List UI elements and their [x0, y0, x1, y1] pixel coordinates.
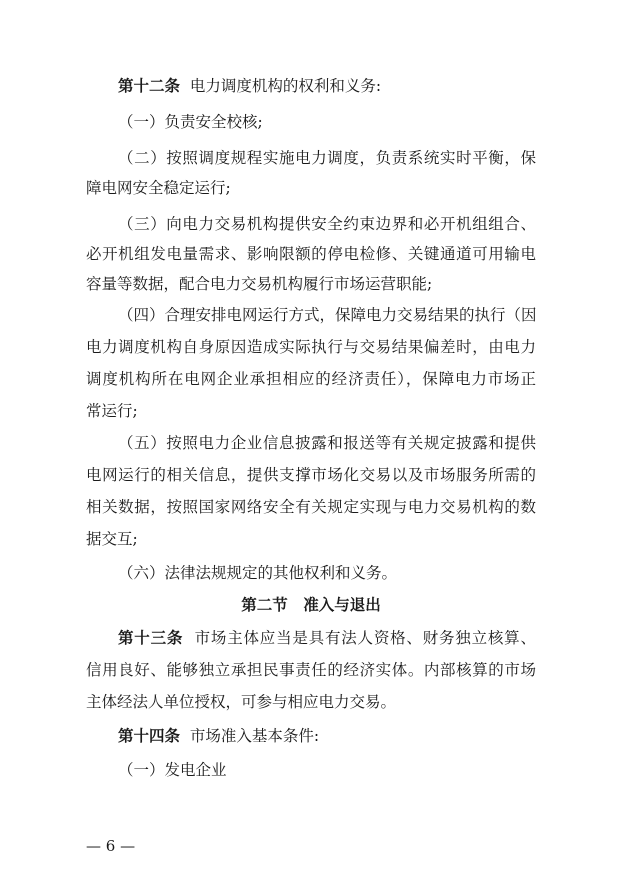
article-14-text-1: 市场准入基本条件: — [189, 727, 320, 745]
article-12-item-3-line-1: （三）向电力交易机构提供安全约束边界和必开机组组合、 — [118, 215, 536, 233]
article-13-label: 第十三条 — [118, 629, 184, 647]
article-12-item-4-line-3: 调度机构所在电网企业承担相应的经济责任），保障电力市场正 — [86, 370, 536, 388]
article-12-item-3-line-2: 必开机组发电量需求、影响限额的停电检修、关键通道可用输电 — [86, 245, 536, 263]
article-12-item-5-line-2: 电网运行的相关信息，提供支撑市场化交易以及市场服务所需的 — [86, 466, 536, 484]
article-13-line-1 — [118, 628, 536, 648]
article-12-item-1: （一）负责安全校核; — [118, 113, 263, 131]
article-12-item-2-line-1: （二）按照调度规程实施电力调度，负责系统实时平衡，保 — [118, 149, 536, 167]
page-number: — 6 — — [86, 837, 136, 855]
article-12-title: 电力调度机构的权利和义务: — [189, 77, 382, 95]
article-14-label: 第十四条 — [118, 727, 181, 745]
section-heading: 第二节 准入与退出 — [241, 596, 381, 614]
article-14-line-1 — [118, 726, 536, 746]
article-12-item-5-line-4: 据交互; — [86, 530, 138, 548]
article-12-item-4-line-2: 电力调度机构自身原因造成实际执行与交易结果偏差时，由电力 — [86, 338, 536, 356]
article-12-item-6: （六）法律法规规定的其他权利和义务。 — [118, 564, 398, 582]
article-12-title-line — [118, 76, 536, 96]
article-13-text-1: 市场主体应当是具有法人资格、财务独立核算、 — [194, 629, 536, 647]
article-12-item-4-line-4: 常运行; — [86, 402, 138, 420]
article-12-item-3-line-3: 容量等数据，配合电力交易机构履行市场运营职能; — [86, 275, 433, 293]
article-12-item-4-line-1: （四）合理安排电网运行方式，保障电力交易结果的执行（因 — [118, 306, 537, 324]
article-14-item-1: （一）发电企业 — [118, 761, 227, 779]
article-12-item-5-line-3: 相关数据，按照国家网络安全有关规定实现与电力交易机构的数 — [86, 498, 536, 516]
article-12-item-5-line-1: （五）按照电力企业信息披露和报送等有关规定披露和提供 — [118, 434, 536, 452]
article-13-line-2: 信用良好、能够独立承担民事责任的经济实体。内部核算的市场 — [86, 661, 536, 679]
article-12-item-2-line-2: 障电网安全稳定运行; — [86, 179, 231, 197]
article-12-label: 第十二条 — [118, 77, 181, 95]
article-13-line-3: 主体经法人单位授权，可参与相应电力交易。 — [86, 693, 397, 711]
